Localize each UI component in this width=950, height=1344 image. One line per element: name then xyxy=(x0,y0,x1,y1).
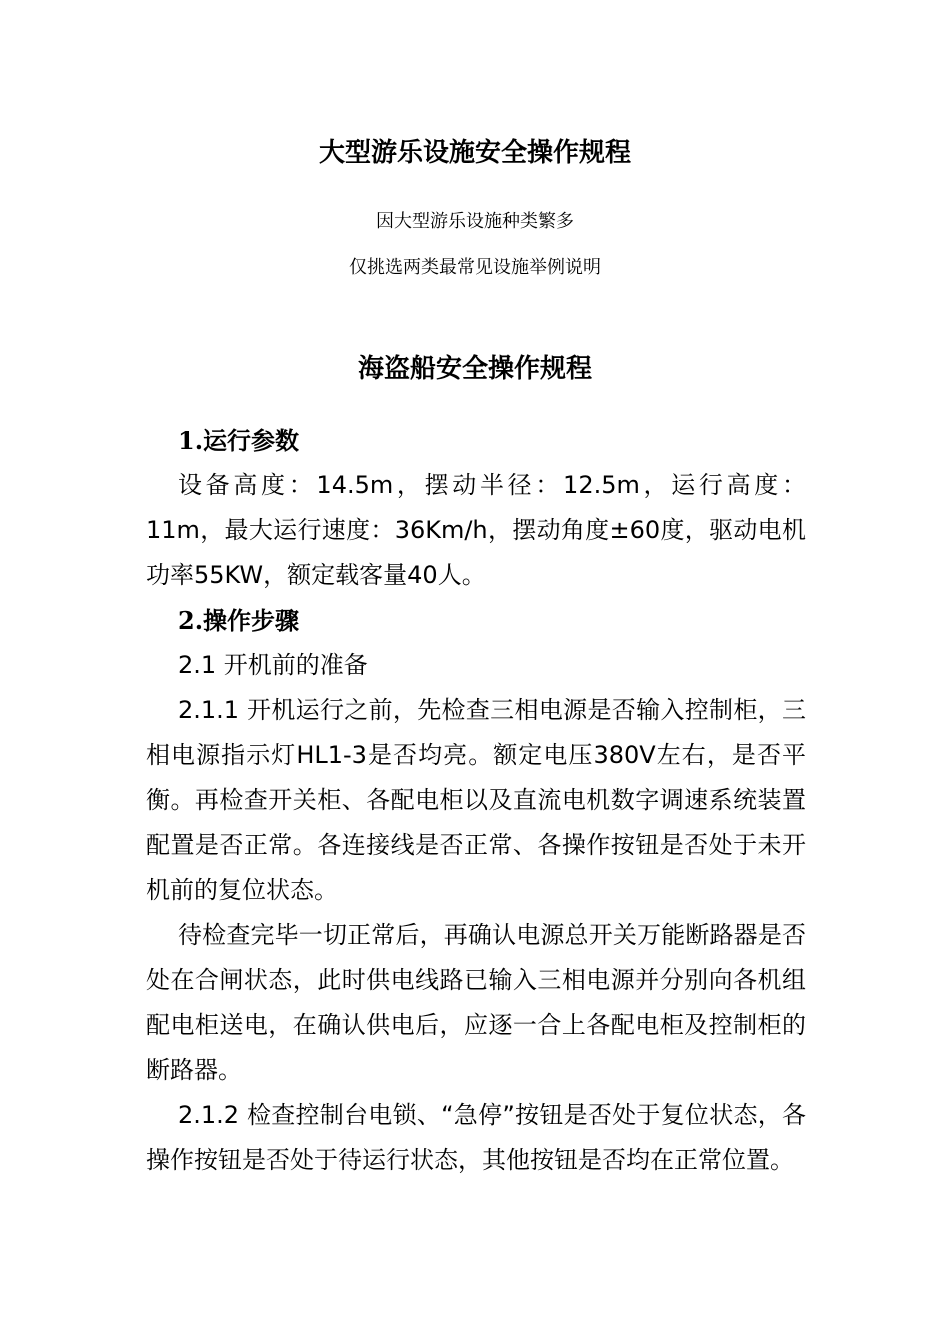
paragraph-2-1-2: 2.1.2 检查控制台电锁、“急停”按钮是否处于复位状态，各操作按钮是否处于待运行状态，其他按钮是否均在正常位置。 xyxy=(146,1101,806,1174)
document-title: 大型游乐设施安全操作规程 xyxy=(318,138,631,168)
heading-operating-steps: 2.操作步骤 xyxy=(178,606,300,635)
heading-operating-parameters: 1.运行参数 xyxy=(178,426,300,455)
intro-line-1: 因大型游乐设施种类繁多 xyxy=(376,211,574,232)
paragraph-after-check: 待检查完毕一切正常后，再确认电源总开关万能断路器是否处在合闸状态，此时供电线路已输入三相电源并分别向各机组配电柜送电，在确认供电后，应逐一合上各配电柜及控制柜的断路器。 xyxy=(146,921,806,1084)
document-body xyxy=(146,418,806,1183)
section-title: 海盗船安全操作规程 xyxy=(357,354,592,384)
paragraph-2-1-1: 2.1.1 开机运行之前，先检查三相电源是否输入控制柜，三相电源指示灯HL1-3是否均亮。额定电压380V左右，是否平衡。再检查开关柜、各配电柜以及直流电机数字调速系统装置配置是否正常。各连接线是否正常、各操作按钮是否处于未开机前的复位状态。 xyxy=(146,696,806,904)
subheading-pre-start: 2.1 开机前的准备 xyxy=(178,651,368,679)
intro-line-2: 仅挑选两类最常见设施举例说明 xyxy=(349,257,601,278)
paragraph-parameters: 设备高度：14.5m，摆动半径：12.5m，运行高度：11m，最大运行速度：36Km/h，摆动角度±60度，驱动电机功率55KW，额定载客量40人。 xyxy=(146,471,806,589)
